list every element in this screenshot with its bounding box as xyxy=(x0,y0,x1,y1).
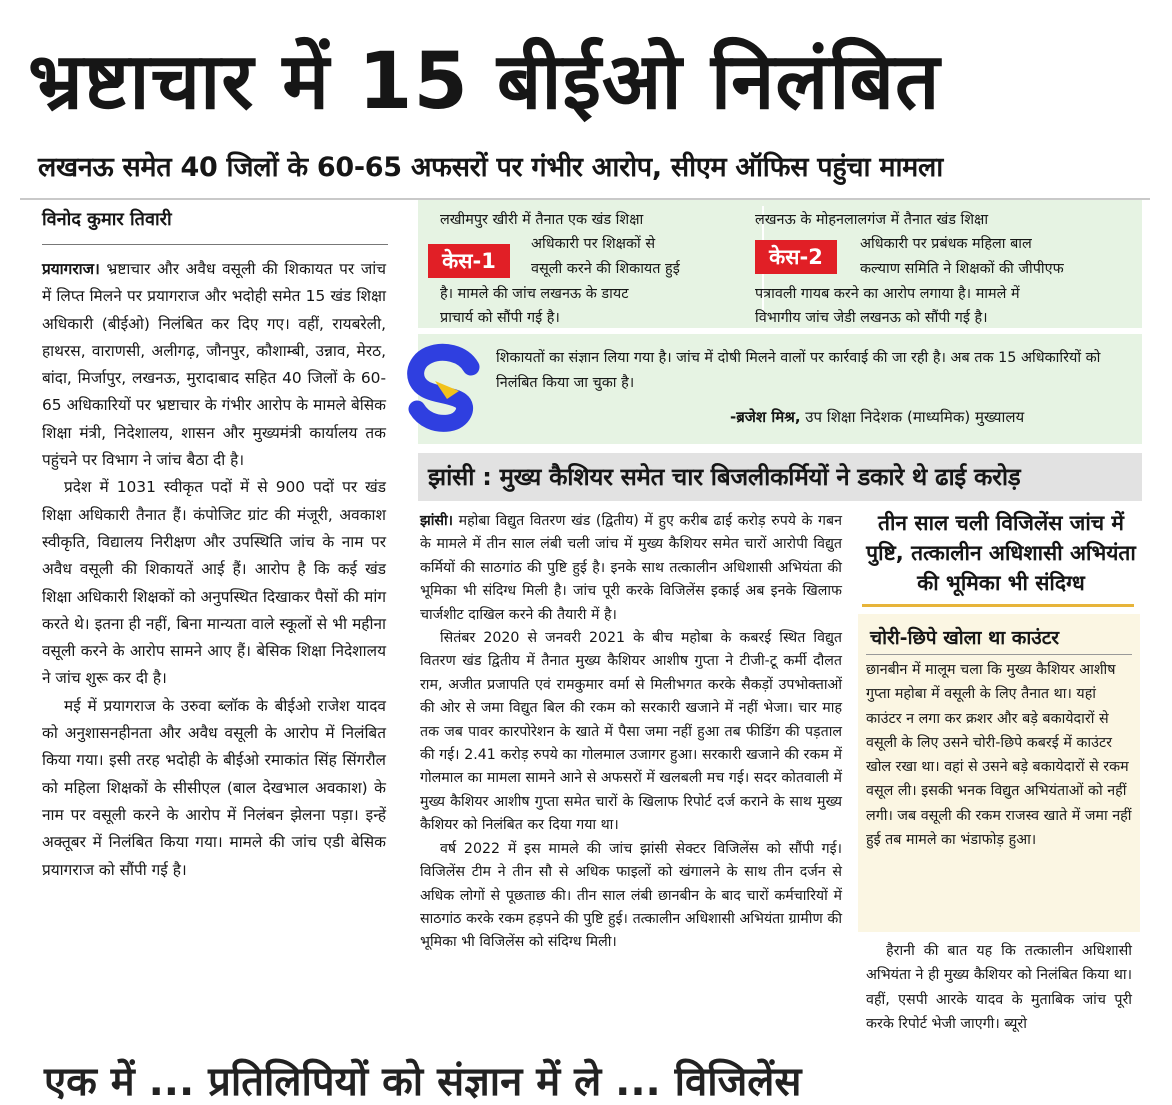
byline: विनोद कुमार तिवारी xyxy=(42,209,172,230)
cropped-next-headline: एक में ... प्रतिलिपियों को संज्ञान में ले ... विजिलेंस xyxy=(44,1059,802,1105)
main-headline: भ्रष्टाचार में 15 बीईओ निलंबित xyxy=(28,37,941,127)
case1-line: प्राचार्य को सौंपी गई है। xyxy=(440,310,560,326)
case1-line: वसूली करने की शिकायत हुई xyxy=(531,261,680,277)
case1-line: अधिकारी पर शिक्षकों से xyxy=(531,236,656,252)
article-paragraph: मई में प्रयागराज के उरुवा ब्लॉक के बीईओ राजेश यादव को अनुशासनहीनता और अवैध वसूली के आरोप में निलंबित किया गया। इसी तरह भदोही के बीईओ रमाकांत सिंह सिंगरौल को महिला शिक्षकों के सीसीएल (बाल देखभाल अवकाश) के नाम पर वसूली करने के आरोप में निलंबन झेलना पड़ा। इन्हें अक्तूबर में निलंबित किया गया। मामले की जांच एडी बेसिक प्रयागराज को सौंपी गई है। xyxy=(42,696,386,879)
divider xyxy=(42,244,388,245)
article-paragraph: सितंबर 2020 से जनवरी 2021 के बीच महोबा के कबरई स्थित विद्युत वितरण खंड द्वितीय में तैनात मुख्य कैशियर आशीष गुप्ता ने टीजी-टू कर्मी दौलत राम, अजीत प्रजापति एवं रामकुमार वर्मा से मिलीभगत करके सैकड़ों उपभोक्ताओं की ओर से जमा विद्युत बिल की रकम को सरकारी खजाने में नहीं भेजा। चार माह तक जब पावर कारपोरेशन के खाते में पैसा जमा नहीं हुआ तब फीडिंग की पड़ताल की गई। 2.41 करोड़ रुपये का गोलमाल उजागर हुआ। सरकारी खजाने की रकम में गोलमाल का मामला सामने आने से अफसरों में खलबली मच गई। सदर कोतवाली में मुख्य कैशियर आशीष गुप्ता समेत चारों के खिलाफ रिपोर्ट दर्ज कराने के साथ मुख्य कैशियर को निलंबित कर दिया गया था। xyxy=(420,630,842,834)
article-paragraph: वर्ष 2022 में इस मामले की जांच झांसी सेक्टर विजिलेंस को सौंपी गई। विजिलेंस टीम ने तीन सौ से अधिक फाइलों को खंगालने के साथ तीन दर्जन से अधिक लोगों से पूछताछ की। तीन साल लंबी छानबीन के बाद चारों कर्मचारियों में साठगांठ करके रकम हड़पने की पुष्टि हुई। तत्कालीन अधिशासी अभियंता ग्रामीण की भूमिका भी विजिलेंस को संदिग्ध मिली। xyxy=(420,840,842,951)
divider xyxy=(866,654,1132,655)
case1-line: है। मामले की जांच लखनऊ के डायट xyxy=(440,286,629,302)
s-logo-icon xyxy=(405,345,483,435)
case2-badge: केस-2 xyxy=(755,240,837,274)
case2-line: अधिकारी पर प्रबंधक महिला बाल xyxy=(860,236,1032,252)
case1-badge: केस-1 xyxy=(428,244,510,278)
left-column-article xyxy=(42,256,386,884)
side-headline: तीन साल चली विजिलेंस जांच में पुष्टि, तत्कालीन अधिशासी अभियंता की भूमिका भी संदिग्ध xyxy=(866,511,1136,595)
middle-column-article xyxy=(420,510,842,955)
dateline: झांसी। xyxy=(420,513,454,529)
quote-attribution: -ब्रजेश मिश्र, उप शिक्षा निदेशक (माध्यमिक) मुख्यालय xyxy=(730,408,1025,426)
case2-line: लखनऊ के मोहनलालगंज में तैनात खंड शिक्षा xyxy=(755,212,989,228)
dateline: प्रयागराज। xyxy=(42,260,100,278)
case2-line: विभागीय जांच जेडी लखनऊ को सौंपी गई है। xyxy=(755,310,988,326)
section-headline: झांसी : मुख्य कैशियर समेत चार बिजलीकर्मियों ने डकारे थे ढाई करोड़ xyxy=(428,463,1021,491)
quote-text: शिकायतों का संज्ञान लिया गया है। जांच में दोषी मिलने वालों पर कार्रवाई की जा रही है। अब तक 15 अधिकारियों को निलंबित किया जा चुका है। xyxy=(496,350,1101,391)
case2-line: पत्रावली गायब करने का आरोप लगाया है। मामले में xyxy=(755,286,1020,302)
case2-line: कल्याण समिति ने शिक्षकों की जीपीएफ xyxy=(860,261,1064,277)
article-paragraph: प्रयागराज। भ्रष्टाचार और अवैध वसूली की शिकायत पर जांच में लिप्त मिलने पर प्रयागराज और भदोही समेत 15 खंड शिक्षा अधिकारी (बीईओ) निलंबित कर दिए गए। वहीं, रायबरेली, हाथरस, वाराणसी, अलीगढ़, जौनपुर, कौशाम्बी, उन्नाव, मेरठ, बांदा, मिर्जापुर, लखनऊ, मुरादाबाद सहित 40 जिलों के 60-65 अधिकारियों पर भ्रष्टाचार के गंभीर आरोप के मामले बेसिक शिक्षा मंत्री, निदेशालय, शासन और मुख्यमंत्री कार्यालय तक पहुंचने पर विभाग ने जांच बैठा दी है। xyxy=(42,260,386,470)
article-paragraph: हैरानी की बात यह कि तत्कालीन अधिशासी अभियंता ने ही मुख्य कैशियर को निलंबित किया था। वहीं, एसपी आरके यादव के मुताबिक जांच पूरी करके रिपोर्ट भेजी जाएगी। ब्यूरो xyxy=(866,943,1132,1032)
side-box-text: छानबीन में मालूम चला कि मुख्य कैशियर आशीष गुप्ता महोबा में वसूली के लिए तैनात था। यहां काउंटर न लगा कर क्रशर और बड़े बकायेदारों से वसूली के लिए उसने चोरी-छिपे कबरई में काउंटर खोल रखा था। वहां से उसने बड़े बकायेदारों से रकम वसूल ली। इसकी भनक विद्युत अभियंताओं को नहीं लगी। जब वसूली की रकम राजस्व खाते में जमा नहीं हुई तब मामले का भंडाफोड़ हुआ। xyxy=(866,662,1132,849)
side-box-title: चोरी-छिपे खोला था काउंटर xyxy=(870,627,1060,649)
accent-rule xyxy=(862,604,1134,607)
sub-headline: लखनऊ समेत 40 जिलों के 60-65 अफसरों पर गंभीर आरोप, सीएम ऑफिस पहुंचा मामला xyxy=(38,152,943,183)
article-paragraph: प्रदेश में 1031 स्वीकृत पदों में से 900 पदों पर खंड शिक्षा अधिकारी तैनात हैं। कंपोजिट ग्रांट की मंजूरी, अवकाश स्वीकृति, विद्यालय निरीक्षण और उपस्थिति जांच के नाम पर अवैध वसूली की शिकायतें आई हैं। आरोप है कि कई खंड शिक्षा अधिकारी शिक्षकों को अनुपस्थित दिखाकर पैसों की मांग करते थे। इतना ही नहीं, बिना मान्यता वाले स्कूलों से भी महीना वसूली करने के आरोप सामने आए हैं। बेसिक शिक्षा निदेशालय ने जांच शुरू कर दी है। xyxy=(42,478,386,688)
case1-line: लखीमपुर खीरी में तैनात एक खंड शिक्षा xyxy=(440,212,644,228)
article-paragraph: झांसी। महोबा विद्युत वितरण खंड (द्वितीय) में हुए करीब ढाई करोड़ रुपये के गबन के मामले में तीन साल लंबी चली जांच में मुख्य कैशियर समेत चारों आरोपी विद्युत कर्मियों की साठगांठ की पुष्टि हुई है। इनके साथ तत्कालीन अधिशासी अभियंता की भूमिका भी संदिग्ध मिली है। जांच पूरी करके विजिलेंस इकाई अब इनके खिलाफ चार्जशीट दाखिल करने की तैयारी में है। xyxy=(420,513,842,623)
